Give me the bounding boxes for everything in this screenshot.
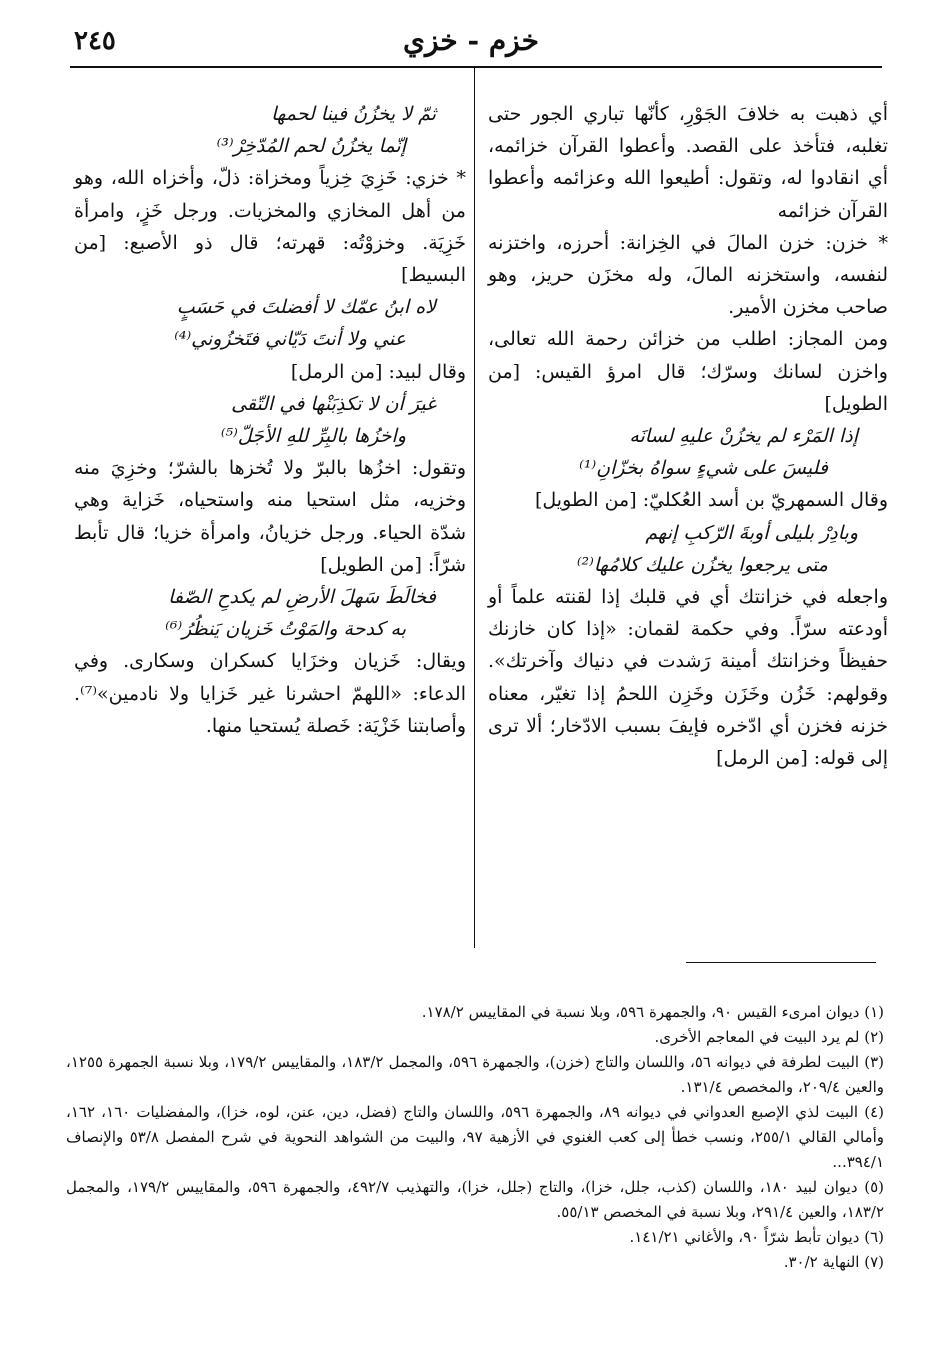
footnote: (٤) البيت لذي الإصبع العدواني في ديوانه ٨٩، والجمهرة ٥٩٦، واللسان والتاج (فضل، دين، عنن، لوه، خزا)، والمفضليات ١٦٠، ١٦٢، وأمالي القالي ٢٥٥/١، ونسب خطأ إلى كعب الغنوي في الأزهية ٩٧، والبيت من الشواهد النحوية في شرح المفصل ٥٣/٨ والإنصاف ٣٩٤/١...: [66, 1103, 885, 1171]
entry-khazan: * خزن: خزن المالَ في الخِزانة: أحرزه، واختزنه لنفسه، واستخزنه المالَ، وله مخزَن حريز، وهو صاحب مخزن الأمير.: [488, 231, 888, 319]
left-column: [74, 98, 466, 742]
verse-line: وبادِرْ بليلى أوبةَ الرّكبِ إنهم: [645, 521, 858, 544]
footnotes: [66, 1000, 884, 1275]
running-title: خزم - خزي: [403, 24, 539, 57]
verse-line: لاه ابنُ عمّك لا أفضلتَ في حَسَبٍ: [176, 296, 436, 319]
verse-intro: وقال لبيد: [من الرمل]: [290, 360, 466, 383]
entry-khazi: * خزي: خَزِيَ خِزياً ومخزاة: ذلّ، وأخزاه الله، وهو من أهل المخازي والمخزيات. ورجل خَزٍ، وامرأة خَزِيَة. وخزوْتُه: قهرته؛ قال ذو الأصبع: [من البسيط]: [74, 167, 466, 287]
paragraph-khizaya: وتقول: اخزُها بالبرّ ولا تُخزها بالشرّ؛ وخزِيَ منه وخزيه، مثل استحيا منه واستحياه، خَزاية وهي شدّة الحياء. ورجل خزيانُ، وامرأة خزيا؛ قال تأبط شرّاً: [من الطويل]: [74, 457, 466, 576]
verse-line: إنّما يخزُنُ لحم المُدّخِرْ⁽³⁾: [216, 135, 406, 158]
verse-line: فليسَ على شيءٍ سواهُ بخزّانِ⁽¹⁾: [579, 457, 828, 480]
footnote: (٣) البيت لطرفة في ديوانه ٥٦، واللسان والتاج (خزن)، والجمهرة ٥٩٦، والمجمل ١٨٣/٢، والمقاييس ١٧٩/٢، وبلا نسبة الجمهرة ١٢٥٥، والعين ٢٠٩/٤، والمخصص ١٣١/٤.: [66, 1053, 884, 1096]
verse-line: عني ولا أنتَ دَيّاني فتَخزُوني⁽⁴⁾: [174, 328, 406, 351]
verse-line: ثمّ لا يخزُنُ فينا لحمها: [271, 103, 436, 125]
footnote: (٥) ديوان لبيد ١٨٠، واللسان (كذب، جلل، خزا)، والتاج (جلل، خزا)، والتهذيب ٤٩٢/٧، والجمهرة ٥٩٦، والمقاييس ١٧٩/٢، والمجمل ١٨٣/٢، والعين ٢٩١/٤، وبلا نسبة في المخصص ٥٥/١٣.: [66, 1178, 884, 1221]
verse-line: إذا المَرْء لم يخزُنْ عليهِ لسانَه: [629, 425, 858, 448]
footnote: (٢) لم يرد البيت في المعاجم الأخرى.: [654, 1028, 884, 1046]
footnote: (٧) النهاية ٣٠/٢.: [783, 1253, 884, 1271]
footnote-divider: [686, 962, 876, 963]
verse-line: متى يرجعوا يخزُن عليك كلامُها⁽²⁾: [576, 553, 828, 576]
verse-line: واخزُها بالبِرِّ للهِ الأجَلّ⁽⁵⁾: [220, 425, 406, 448]
verse-line: فخالَطَ سَهلَ الأرضِ لم يكدحِ الصّفا: [168, 586, 436, 609]
paragraph-khazm-end: أي ذهبت به خلافَ الجَوْرِ، كأنّها تباري الجور حتى تغلبه، فتأخذ على القصد. وأعطوا القرآن خزائمه، أي انقادوا له، وتقول: أطيعوا الله وعزائمه وأعطوا القرآن خزائمه: [488, 103, 888, 222]
paragraph-khizana: واجعله في خزانتك أي في قلبك إذا لقنته علماً أو أودعته سرّاً. وفي حكمة لقمان: «إذا كان خازنك حفيظاً وخزانتك أمينة رَشدت في دنياك وآخرتك». وقولهم: خَزُن وخَزَن وخَزِن اللحمُ إذا تغيّر، معناه خزنه فخزن أي ادّخره فإيفَ بسبب الادّخار؛ ألا ترى إلى قوله: [من الرمل]: [488, 586, 888, 770]
page-header: [60, 22, 882, 62]
paragraph-majaz: ومن المجاز: اطلب من خزائن رحمة الله تعالى، واخزن لسانك وسرّك؛ قال امرؤ القيس: [من الطويل]: [488, 328, 888, 415]
right-column: [488, 98, 888, 774]
header-divider: [70, 66, 882, 68]
verse-line: به كدحة والمَوْتُ خَزيان يَنظُرُ⁽⁶⁾: [165, 618, 406, 641]
verse-intro: وقال السمهريّ بن أسد العُكليّ: [من الطويل]: [535, 489, 888, 512]
footnote: (٦) ديوان تأبط شرّاً ٩٠، والأغاني ١٤١/٢١.: [629, 1228, 884, 1246]
page-number: ٢٤٥: [74, 26, 116, 56]
footnote: (١) ديوان امرىء القيس ٩٠، والجمهرة ٥٩٦، وبلا نسبة في المقاييس ١٧٨/٢.: [421, 1003, 884, 1021]
verse-line: غيرَ أن لا تكذِبَنْها في التّقى: [231, 392, 436, 415]
column-divider: [474, 68, 475, 948]
paragraph-khazaya-end: ويقال: خَزيان وخزَايا كسكران وسكارى. وفي الدعاء: «اللهمّ احشرنا غير خَزايا ولا نادمين»⁽⁷⁾. وأصابتنا خَزْيَة: خَصلة يُستحيا منها.: [74, 650, 466, 737]
